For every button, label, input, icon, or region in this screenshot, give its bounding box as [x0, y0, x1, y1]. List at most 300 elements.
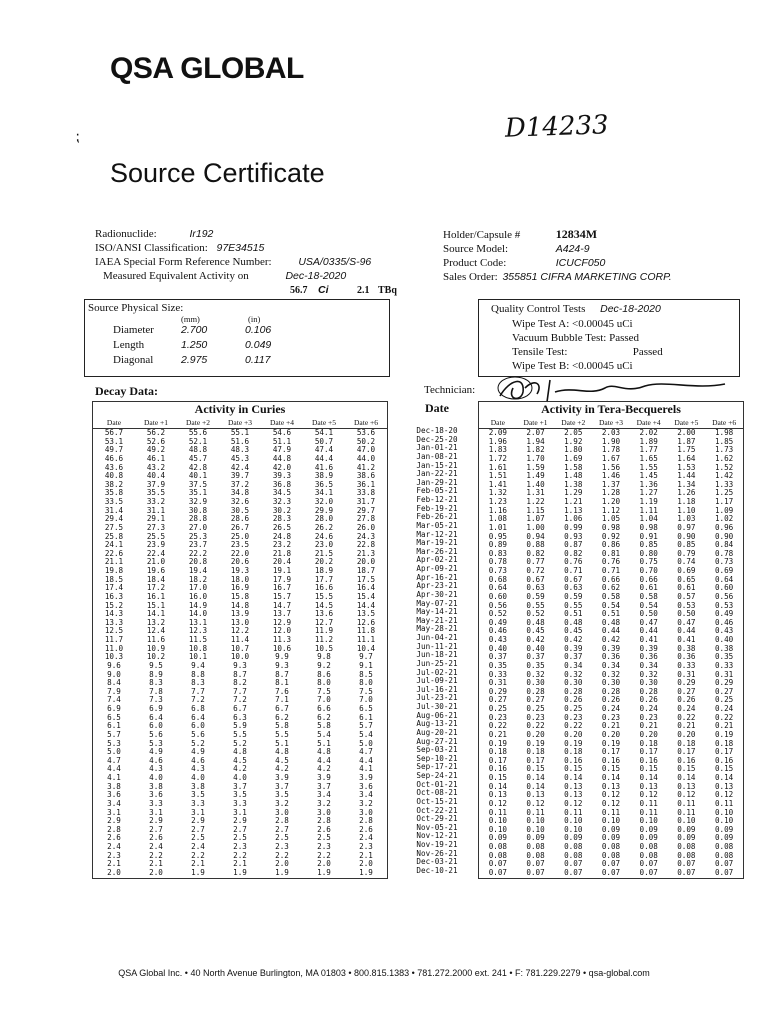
tbq-cell: 0.53	[714, 601, 734, 610]
tbq-cell: 1.42	[714, 472, 734, 481]
curies-cell: 51.1	[272, 437, 292, 446]
tbq-cell: 0.09	[714, 825, 734, 834]
tbq-cell: 0.21	[601, 722, 621, 731]
curies-cell: 10.5	[314, 644, 334, 653]
curies-cell: 37.2	[230, 480, 250, 489]
tbq-cell: 0.48	[564, 618, 583, 627]
curies-cell: 4.2	[317, 765, 331, 774]
tbq-table-row	[479, 645, 743, 654]
curies-table-row	[93, 541, 387, 550]
tbq-cell: 0.36	[677, 653, 696, 662]
tbq-cell: 0.14	[677, 774, 696, 782]
date-cell: Apr-16-21	[416, 573, 458, 582]
curies-cell: 3.4	[359, 791, 373, 800]
tbq-cell: 0.16	[639, 756, 658, 765]
date-row	[400, 789, 474, 798]
curies-cell: 21.0	[146, 558, 166, 567]
tbq-cell: 0.07	[639, 860, 658, 869]
curies-cell: 13.1	[188, 618, 208, 627]
curies-cell: 13.5	[356, 610, 376, 619]
curies-cell: 21.5	[314, 549, 334, 558]
tbq-table-row	[479, 515, 743, 524]
tbq-cell: 0.43	[714, 627, 734, 636]
tbq-cell: 0.15	[564, 765, 583, 774]
curies-cell: 3.4	[317, 791, 331, 800]
curies-cell: 17.7	[314, 575, 334, 584]
tbq-table-row	[479, 774, 743, 783]
tbq-cell: 1.36	[639, 480, 658, 489]
tbq-cell: 0.14	[639, 774, 658, 782]
curies-cell: 1.9	[233, 868, 247, 877]
curies-cell: 8.1	[275, 679, 289, 688]
curies-cell: 22.8	[356, 541, 376, 550]
tbq-cell: 0.20	[601, 730, 621, 739]
curies-cell: 6.5	[359, 705, 373, 713]
tbq-cell: 0.14	[714, 774, 734, 782]
tbq-cell: 0.24	[714, 705, 734, 713]
tbq-cell: 0.08	[601, 851, 621, 860]
technician-signature	[495, 374, 730, 404]
tbq-cell: 0.39	[564, 644, 583, 653]
curies-cell: 31.1	[146, 506, 166, 515]
tbq-table-row	[479, 757, 743, 766]
qc-tensile-value: Passed	[632, 346, 663, 358]
tbq-cell: 0.21	[677, 722, 696, 731]
date-row	[400, 841, 474, 850]
curies-cell: 9.3	[275, 661, 289, 670]
curies-cell: 6.2	[275, 713, 289, 722]
date-cell: Jun-18-21	[416, 651, 458, 660]
curies-table-row	[93, 774, 387, 783]
tbq-cell: 0.11	[564, 808, 583, 817]
tbq-cell: 0.37	[526, 653, 545, 662]
curies-cell: 15.1	[146, 601, 166, 610]
curies-cell: 15.5	[314, 592, 334, 601]
tbq-cell: 2.02	[639, 428, 658, 437]
curies-cell: 51.6	[230, 437, 250, 446]
tbq-cell: 0.27	[714, 687, 734, 696]
curies-cell: 11.3	[272, 636, 292, 644]
curies-cell: 4.4	[107, 765, 121, 774]
curies-cell: 34.8	[230, 489, 250, 498]
curies-cell: 2.2	[275, 851, 289, 860]
curies-cell: 9.4	[191, 661, 205, 670]
activity-date: Dec-18-2020	[285, 270, 347, 282]
tbq-cell: 1.77	[639, 446, 658, 455]
tbq-cell: 0.24	[601, 705, 621, 713]
tbq-cell: 0.10	[488, 817, 507, 826]
tbq-cell: 1.41	[488, 480, 507, 489]
curies-table-row	[93, 860, 387, 869]
date-row	[400, 634, 474, 643]
curies-cell: 5.1	[317, 739, 331, 748]
tbq-cell: 0.14	[601, 774, 621, 782]
curies-cell: 16.6	[314, 584, 334, 593]
curies-cell: 3.6	[359, 782, 373, 791]
curies-cell: 8.7	[233, 670, 247, 679]
tbq-cell: 1.38	[564, 480, 583, 489]
tbq-cell: 0.12	[714, 791, 734, 800]
tbq-cell: 0.07	[677, 868, 696, 877]
date-row	[400, 513, 474, 522]
date-row	[400, 763, 474, 772]
tbq-cell: 0.45	[526, 627, 545, 636]
tbq-col-header: Date +5	[668, 417, 706, 429]
curies-title: Activity in Curies	[194, 402, 286, 416]
curies-cell: 5.5	[233, 730, 247, 739]
date-cell: Apr-30-21	[416, 590, 458, 599]
tbq-cell: 0.11	[677, 799, 696, 808]
curies-cell: 2.4	[191, 843, 205, 851]
curies-table-row	[93, 489, 387, 498]
radionuclide-row	[95, 227, 397, 241]
curies-cell: 14.5	[314, 601, 334, 610]
radionuclide-value: Ir192	[189, 228, 214, 240]
tbq-cell: 0.09	[677, 834, 696, 843]
curies-cell: 19.8	[104, 567, 124, 575]
tbq-cell: 1.06	[564, 515, 583, 524]
curies-cell: 41.2	[356, 463, 376, 472]
tbq-table-row	[479, 834, 743, 843]
tbq-cell: 0.10	[526, 825, 545, 834]
tbq-cell: 0.21	[488, 730, 507, 739]
curies-cell: 2.1	[149, 860, 163, 869]
curies-cell: 15.2	[104, 601, 124, 610]
tbq-cell: 0.90	[677, 532, 696, 541]
tbq-cell: 0.37	[564, 653, 583, 662]
curies-cell: 2.2	[149, 851, 163, 860]
curies-cell: 27.0	[188, 523, 208, 532]
tbq-cell: 0.31	[714, 670, 734, 679]
curies-cell: 2.6	[107, 834, 121, 843]
tbq-cell: 0.99	[564, 523, 583, 532]
tbq-cell: 0.35	[488, 661, 507, 670]
curies-cell: 50.2	[356, 437, 376, 446]
tbq-table-row	[479, 541, 743, 550]
tbq-col-header: Date +1	[517, 417, 555, 429]
physical-size-box	[84, 299, 390, 377]
curies-table-row	[93, 714, 387, 723]
tbq-table-row	[479, 498, 743, 507]
tbq-cell: 1.29	[564, 489, 583, 498]
curies-cell: 1.9	[275, 868, 289, 877]
curies-table-row	[93, 705, 387, 714]
tbq-cell: 1.58	[564, 463, 583, 472]
curies-cell: 4.3	[191, 765, 205, 774]
curies-cell: 24.6	[314, 532, 334, 541]
curies-col-header: Date +6	[345, 417, 387, 429]
size-row-diagonal	[113, 353, 271, 368]
curies-cell: 45.3	[230, 454, 250, 463]
curies-table-row	[93, 593, 387, 602]
curies-cell: 27.8	[356, 515, 376, 524]
curies-cell: 2.5	[191, 834, 205, 843]
tbq-cell: 1.85	[714, 437, 734, 446]
tbq-cell: 0.27	[526, 696, 545, 705]
tbq-table-row	[479, 705, 743, 714]
tbq-cell: 1.62	[714, 454, 734, 463]
date-row	[400, 625, 474, 634]
curies-cell: 22.0	[230, 549, 250, 558]
date-cell: Mar-12-21	[416, 530, 458, 539]
tbq-cell: 0.49	[714, 610, 734, 619]
curies-cell: 7.3	[149, 696, 163, 705]
curies-cell: 56.7	[104, 428, 124, 437]
tbq-cell: 0.12	[601, 791, 621, 800]
curies-cell: 12.3	[188, 627, 208, 636]
tbq-cell: 0.82	[564, 549, 583, 558]
date-cell: Feb-19-21	[416, 504, 458, 513]
tbq-cell: 0.92	[601, 532, 621, 541]
curies-cell: 10.7	[230, 644, 250, 653]
classification-row	[95, 241, 397, 255]
tbq-cell: 1.61	[488, 463, 507, 472]
curies-cell: 18.9	[314, 567, 334, 575]
tbq-cell: 0.33	[677, 661, 696, 670]
curies-cell: 12.6	[356, 618, 376, 627]
tbq-cell: 0.23	[564, 713, 583, 722]
tbq-cell: 1.04	[639, 515, 658, 524]
tbq-cell: 0.17	[488, 756, 507, 765]
curies-cell: 2.2	[191, 851, 205, 860]
tbq-cell: 0.25	[714, 696, 734, 705]
date-cell: Mar-05-21	[416, 521, 458, 530]
curies-cell: 3.7	[233, 782, 247, 791]
tbq-cell: 0.29	[488, 687, 507, 696]
tbq-cell: 0.21	[714, 722, 734, 731]
tbq-cell: 0.17	[526, 756, 545, 765]
tbq-cell: 1.96	[488, 437, 507, 446]
decay-data-label: Decay Data:	[95, 384, 158, 398]
date-cell: Dec-18-20	[416, 427, 458, 435]
curies-cell: 43.2	[146, 463, 166, 472]
tbq-cell: 0.31	[677, 670, 696, 679]
tbq-cell: 0.15	[714, 765, 734, 774]
sales-row	[443, 270, 672, 284]
curies-cell: 2.0	[359, 860, 373, 869]
tbq-cell: 0.28	[526, 687, 545, 696]
curies-cell: 10.3	[104, 653, 124, 662]
tbq-table-row	[479, 429, 743, 438]
classification-value: 97E34515	[216, 242, 265, 254]
date-row	[400, 772, 474, 781]
date-table	[400, 401, 474, 876]
activity-tbq: 2.1	[357, 285, 370, 296]
curies-cell: 6.5	[107, 713, 121, 722]
tbq-cell: 0.09	[601, 834, 621, 843]
tbq-table-row	[479, 584, 743, 593]
tbq-cell: 0.20	[564, 730, 583, 739]
curies-cell: 37.9	[146, 480, 166, 489]
tbq-cell: 0.61	[639, 584, 658, 593]
curies-cell: 26.5	[272, 523, 292, 532]
curies-cell: 4.4	[317, 756, 331, 765]
curies-cell: 48.8	[188, 446, 208, 455]
curies-cell: 3.9	[359, 774, 373, 782]
tbq-cell: 0.33	[488, 670, 507, 679]
size-row-length	[113, 338, 271, 353]
curies-cell: 25.8	[104, 532, 124, 541]
curies-table-row	[93, 533, 387, 542]
curies-cell: 10.0	[230, 653, 250, 662]
tbq-cell: 0.40	[488, 644, 507, 653]
tbq-cell: 0.07	[677, 860, 696, 869]
curies-cell: 54.1	[314, 428, 334, 437]
curies-cell: 31.7	[356, 498, 376, 506]
curies-cell: 2.6	[317, 825, 331, 834]
date-column-box	[400, 401, 474, 876]
curies-cell: 4.1	[359, 765, 373, 774]
tbq-cell: 0.07	[564, 860, 583, 869]
tbq-cell: 0.07	[601, 860, 621, 869]
curies-table-row	[93, 446, 387, 455]
model-label: Source Model:	[443, 243, 509, 255]
tbq-cell: 0.09	[677, 825, 696, 834]
curies-cell: 6.8	[191, 705, 205, 713]
tbq-cell: 1.28	[601, 489, 621, 498]
curies-cell: 6.3	[233, 713, 247, 722]
curies-cell: 21.1	[104, 558, 124, 567]
curies-cell: 2.4	[359, 834, 373, 843]
tbq-table-row	[479, 489, 743, 498]
tbq-cell: 1.55	[639, 463, 658, 472]
tbq-cell: 0.14	[564, 774, 583, 782]
tbq-cell: 0.68	[488, 575, 507, 584]
tbq-table-row	[479, 455, 743, 464]
tbq-cell: 0.47	[677, 618, 696, 627]
curies-cell: 16.7	[272, 584, 292, 593]
curies-cell: 9.2	[317, 661, 331, 670]
date-cell: Aug-13-21	[416, 720, 458, 729]
tbq-table-row	[479, 524, 743, 533]
tbq-cell: 0.09	[526, 834, 545, 843]
curies-cell: 40.4	[146, 472, 166, 481]
date-row	[400, 453, 474, 462]
date-row	[400, 427, 474, 436]
tbq-cell: 0.27	[677, 687, 696, 696]
tbq-cell: 0.09	[714, 834, 734, 843]
curies-table-row	[93, 748, 387, 757]
tbq-cell: 0.11	[639, 799, 658, 808]
tbq-cell: 0.77	[526, 558, 545, 567]
tbq-cell: 0.61	[677, 584, 696, 593]
tbq-cell: 0.13	[526, 791, 545, 800]
curies-cell: 2.3	[233, 843, 247, 851]
date-cell: Oct-22-21	[416, 806, 458, 815]
curies-cell: 3.5	[275, 791, 289, 800]
tbq-cell: 0.36	[601, 653, 621, 662]
tbq-cell: 1.23	[488, 498, 507, 506]
tbq-cell: 1.83	[488, 446, 507, 455]
curies-cell: 39.7	[230, 472, 250, 481]
tbq-cell: 0.56	[714, 592, 734, 601]
date-cell: Jul-23-21	[416, 694, 458, 703]
tbq-cell: 0.66	[639, 575, 658, 584]
tbq-cell: 0.16	[564, 756, 583, 765]
holder-label: Holder/Capsule #	[443, 229, 521, 241]
curies-cell: 2.1	[107, 860, 121, 869]
tbq-table-row	[479, 446, 743, 455]
date-cell: Sep-10-21	[416, 754, 458, 763]
date-cell: Oct-01-21	[416, 780, 458, 789]
curies-cell: 2.3	[317, 843, 331, 851]
date-row	[400, 677, 474, 686]
curies-cell: 7.8	[149, 687, 163, 696]
tbq-cell: 0.32	[526, 670, 545, 679]
date-cell: Feb-26-21	[416, 513, 458, 522]
curies-cell: 28.6	[230, 515, 250, 524]
curies-table-row	[93, 429, 387, 438]
tbq-cell: 0.51	[564, 610, 583, 619]
date-row	[400, 436, 474, 445]
date-row	[400, 755, 474, 764]
tbq-cell: 0.56	[488, 601, 507, 610]
tbq-cell: 1.16	[488, 506, 507, 515]
curies-table-row	[93, 696, 387, 705]
date-cell: Sep-17-21	[416, 763, 458, 772]
date-cell: Jan-22-21	[416, 470, 458, 479]
tbq-cell: 0.16	[677, 756, 696, 765]
curies-cell: 5.8	[275, 722, 289, 731]
curies-cell: 4.2	[275, 765, 289, 774]
curies-col-header: Date +4	[261, 417, 303, 429]
size-rows	[113, 323, 271, 368]
curies-cell: 11.2	[314, 636, 334, 644]
activity-values-row	[95, 283, 397, 298]
curies-cell: 15.7	[272, 592, 292, 601]
curies-cell: 19.6	[146, 567, 166, 575]
tbq-cell: 0.11	[601, 808, 621, 817]
size-row-mm: 2.975	[181, 354, 208, 366]
curies-cell: 3.6	[149, 791, 163, 800]
date-cell: Mar-19-21	[416, 539, 458, 548]
curies-cell: 53.1	[104, 437, 124, 446]
curies-cell: 31.4	[104, 506, 124, 515]
curies-cell: 10.4	[356, 644, 376, 653]
date-row	[400, 867, 474, 876]
tbq-cell: 0.07	[526, 868, 545, 877]
tbq-cell: 0.13	[564, 791, 583, 800]
tbq-cell: 0.35	[714, 653, 734, 662]
tbq-cell: 0.19	[564, 739, 583, 748]
curies-cell: 7.4	[107, 696, 121, 705]
tbq-cell: 0.08	[564, 851, 583, 860]
tbq-cell: 0.98	[601, 523, 621, 532]
curies-cell: 3.3	[233, 799, 247, 808]
tbq-cell: 0.17	[639, 748, 658, 757]
tbq-cell: 0.15	[526, 765, 545, 774]
curies-cell: 8.3	[191, 679, 205, 688]
tbq-table-row	[479, 843, 743, 852]
curies-table-row	[93, 455, 387, 464]
tbq-cell: 1.07	[526, 515, 545, 524]
tbq-col-header: Date +4	[630, 417, 668, 429]
date-cell: Nov-05-21	[416, 823, 458, 832]
curies-cell: 14.8	[230, 601, 250, 610]
curies-cell: 8.2	[233, 679, 247, 688]
curies-cell: 3.7	[317, 782, 331, 791]
date-cell: Feb-12-21	[416, 496, 458, 504]
date-cell: Jan-01-21	[416, 444, 458, 453]
tbq-cell: 0.69	[714, 567, 734, 575]
tbq-cell: 2.05	[564, 428, 583, 437]
source-info-left	[95, 227, 397, 298]
curies-cell: 9.9	[275, 653, 289, 662]
tbq-table-row	[479, 860, 743, 869]
curies-table-row	[93, 791, 387, 800]
tbq-cell: 0.10	[488, 825, 507, 834]
curies-cell: 54.6	[272, 428, 292, 437]
